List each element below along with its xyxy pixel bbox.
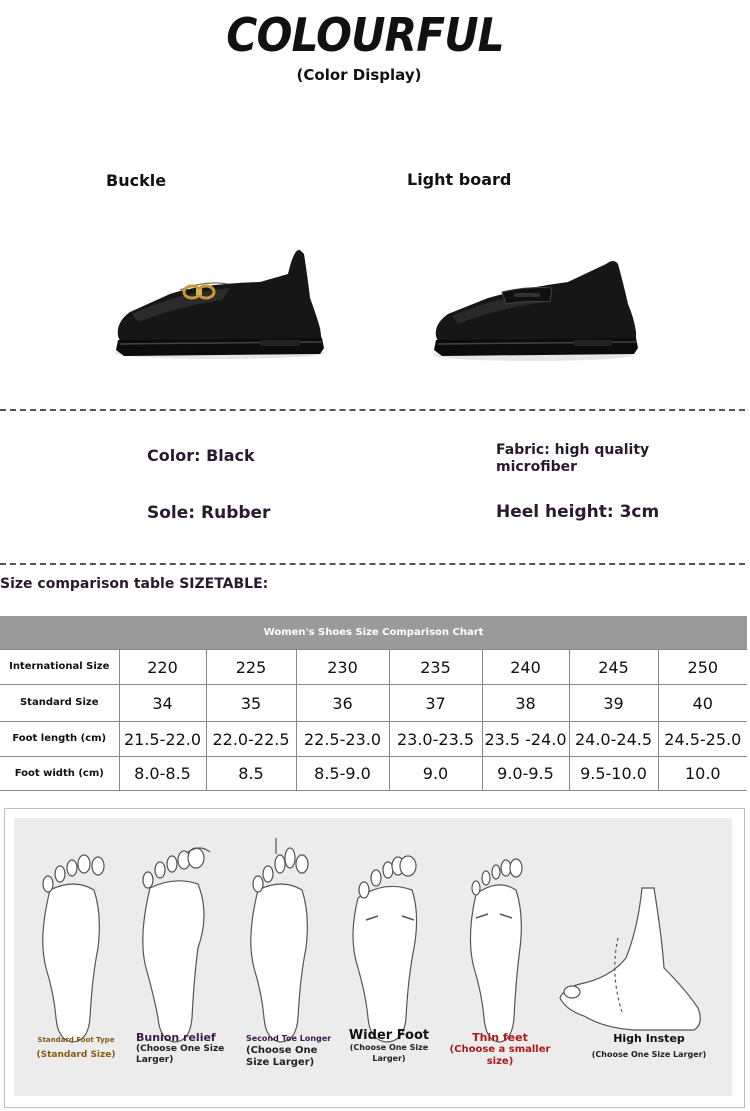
- bunion-foot-icon: [143, 848, 210, 1042]
- foot-type-name: Second Toe Longer: [246, 1034, 332, 1043]
- table-row: [0, 722, 747, 757]
- table-cell: 230: [296, 650, 389, 685]
- spec-sole: Sole: Rubber: [147, 503, 271, 523]
- foot-type-note: (Choose One Size Larger): [136, 1044, 225, 1065]
- foot-type-note: (Choose a smaller size): [449, 1044, 551, 1067]
- foot-type-name: Wider Foot: [348, 1028, 430, 1043]
- size-comparison-table: [0, 616, 747, 791]
- table-cell: 39: [569, 685, 658, 722]
- size-table-heading: Size comparison table SIZETABLE:: [0, 576, 269, 592]
- foot-type-name: High Instep: [613, 1032, 685, 1045]
- table-cell: 22.5-23.0: [296, 722, 389, 757]
- thin-foot-icon: [470, 859, 522, 1042]
- foot-type-note: (Choose One Size Larger): [591, 1050, 707, 1059]
- table-row: [0, 650, 747, 685]
- table-row: [0, 757, 747, 791]
- row-label-international: International Size: [0, 650, 119, 685]
- row-label-foot-width: Foot width (cm): [0, 757, 119, 791]
- foot-type-note: (Standard Size): [36, 1050, 116, 1060]
- table-cell: 220: [119, 650, 206, 685]
- table-cell: 9.0-9.5: [482, 757, 569, 791]
- spec-fabric: Fabric: high quality microfiber: [496, 442, 650, 475]
- table-cell: 35: [206, 685, 296, 722]
- foot-type-name: Bunion relief: [136, 1031, 216, 1044]
- table-cell: 235: [389, 650, 482, 685]
- table-cell: 24.5-25.0: [658, 722, 747, 757]
- table-cell: 38: [482, 685, 569, 722]
- table-cell: 22.0-22.5: [206, 722, 296, 757]
- table-cell: 24.0-24.5: [569, 722, 658, 757]
- table-cell: 8.5: [206, 757, 296, 791]
- table-cell: 240: [482, 650, 569, 685]
- brand-subtitle: (Color Display): [296, 66, 422, 84]
- style-label-light-board: Light board: [407, 170, 512, 189]
- row-label-foot-length: Foot length (cm): [0, 722, 119, 757]
- foot-type-name: Thin feet: [472, 1031, 528, 1044]
- wider-foot-icon: [353, 856, 417, 1042]
- table-cell: 37: [389, 685, 482, 722]
- table-cell: 40: [658, 685, 747, 722]
- table-cell: 23.0-23.5: [389, 722, 482, 757]
- buckle-loafer-image: [110, 240, 335, 365]
- table-cell: 8.5-9.0: [296, 757, 389, 791]
- divider-top: [0, 409, 745, 411]
- table-cell: 36: [296, 685, 389, 722]
- foot-type-panel: [14, 818, 732, 1096]
- foot-type-name: Standard Foot Type: [37, 1036, 115, 1044]
- foot-type-standard: [34, 1034, 118, 1061]
- row-label-standard: Standard Size: [0, 685, 119, 722]
- foot-type-thin: [448, 1032, 552, 1068]
- table-cell: 9.0: [389, 757, 482, 791]
- foot-type-bunion: [136, 1032, 232, 1066]
- table-cell: 9.5-10.0: [569, 757, 658, 791]
- spec-color: Color: Black: [147, 446, 255, 465]
- foot-type-note: (Choose One Size Larger): [246, 1045, 318, 1068]
- brand-title: COLOURFUL: [226, 8, 504, 62]
- table-cell: 225: [206, 650, 296, 685]
- foot-type-high-instep: [584, 1033, 714, 1061]
- table-cell: 8.0-8.5: [119, 757, 206, 791]
- divider-middle: [0, 563, 745, 565]
- table-cell: 23.5 -24.0: [482, 722, 569, 757]
- table-cell: 10.0: [658, 757, 747, 791]
- table-cell: 34: [119, 685, 206, 722]
- spec-heel-height: Heel height: 3cm: [496, 502, 660, 522]
- table-cell: 250: [658, 650, 747, 685]
- table-cell: 245: [569, 650, 658, 685]
- table-cell: 21.5-22.0: [119, 722, 206, 757]
- table-title: Women's Shoes Size Comparison Chart: [0, 616, 747, 650]
- style-label-buckle: Buckle: [106, 171, 167, 190]
- table-row: [0, 685, 747, 722]
- light-board-loafer-image: [428, 252, 643, 367]
- second-toe-foot-icon: [251, 838, 308, 1042]
- standard-foot-icon: [43, 855, 104, 1042]
- foot-type-note: (Choose One Size Larger): [349, 1043, 429, 1063]
- high-instep-foot-icon: [560, 888, 700, 1030]
- foot-type-wider: [344, 1030, 434, 1064]
- foot-type-second-toe: [246, 1033, 342, 1069]
